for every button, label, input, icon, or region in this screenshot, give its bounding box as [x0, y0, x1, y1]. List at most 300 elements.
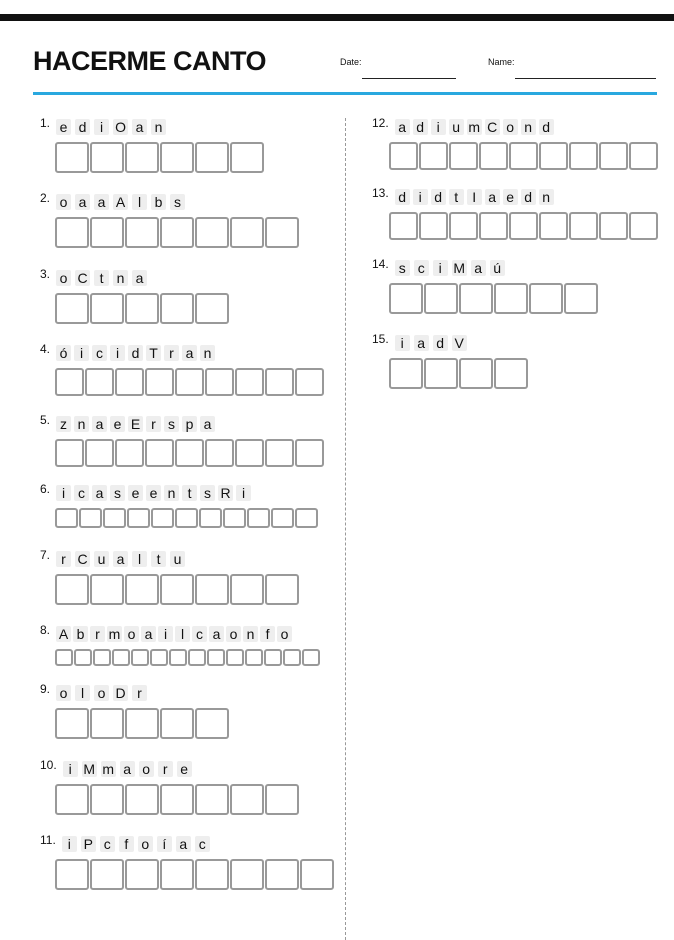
- letter-tile: i: [433, 260, 448, 276]
- question-number: 15.: [372, 332, 389, 346]
- letter-tile: s: [200, 485, 215, 501]
- letter-tile: n: [164, 485, 179, 501]
- answer-boxes: [389, 358, 529, 389]
- question-3: [40, 268, 230, 324]
- letter-tile: n: [243, 626, 258, 642]
- date-field[interactable]: [362, 78, 456, 79]
- answer-box[interactable]: [85, 439, 114, 467]
- answer-box[interactable]: [230, 859, 264, 890]
- question-header: [40, 343, 325, 363]
- question-number: 5.: [40, 413, 51, 427]
- answer-box[interactable]: [55, 293, 89, 324]
- answer-boxes: [55, 784, 300, 815]
- answer-box[interactable]: [419, 142, 448, 170]
- letter-tile: s: [110, 485, 125, 501]
- question-1: [40, 117, 265, 173]
- answer-box[interactable]: [599, 142, 628, 170]
- question-header: [40, 834, 335, 854]
- letter-tile: o: [503, 119, 518, 135]
- answer-box[interactable]: [195, 708, 229, 739]
- answer-box[interactable]: [295, 439, 324, 467]
- answer-box[interactable]: [175, 368, 204, 396]
- letter-tile: a: [485, 189, 500, 205]
- answer-box[interactable]: [160, 217, 194, 248]
- question-number: 4.: [40, 342, 51, 356]
- answer-box[interactable]: [160, 708, 194, 739]
- question-header: [40, 759, 300, 779]
- letter-tile: o: [226, 626, 241, 642]
- worksheet-title: HACERME CANTO: [33, 46, 267, 76]
- answer-box[interactable]: [419, 212, 448, 240]
- letter-tile: i: [94, 119, 109, 135]
- letter-tile: l: [175, 626, 190, 642]
- letter-tile: a: [113, 551, 128, 567]
- letter-tile: z: [56, 416, 71, 432]
- question-13: [372, 187, 659, 240]
- answer-box[interactable]: [115, 439, 144, 467]
- answer-box[interactable]: [300, 859, 334, 890]
- question-header: [40, 192, 300, 212]
- letter-tile: c: [100, 836, 115, 852]
- letter-tile: e: [56, 119, 71, 135]
- answer-box[interactable]: [235, 439, 264, 467]
- answer-box[interactable]: [235, 368, 264, 396]
- answer-box[interactable]: [265, 784, 299, 815]
- answer-box[interactable]: [424, 283, 458, 314]
- letter-tile: O: [113, 119, 128, 135]
- answer-box[interactable]: [125, 708, 159, 739]
- letter-tile: r: [90, 626, 105, 642]
- answer-box[interactable]: [479, 212, 508, 240]
- letter-tile: o: [138, 836, 153, 852]
- question-number: 8.: [40, 623, 51, 637]
- answer-box[interactable]: [569, 212, 598, 240]
- question-number: 1.: [40, 116, 51, 130]
- answer-box[interactable]: [195, 784, 229, 815]
- letter-tile: u: [94, 551, 109, 567]
- letter-tile: d: [521, 189, 536, 205]
- answer-box[interactable]: [629, 142, 658, 170]
- answer-boxes: [55, 293, 230, 324]
- answer-box[interactable]: [295, 508, 318, 528]
- letter-tile: o: [56, 685, 71, 701]
- letter-tile: c: [414, 260, 429, 276]
- letter-tile: o: [56, 270, 71, 286]
- answer-box[interactable]: [125, 574, 159, 605]
- answer-box[interactable]: [169, 649, 187, 666]
- question-number: 9.: [40, 682, 51, 696]
- column-divider: [345, 118, 346, 940]
- letter-tile: t: [151, 551, 166, 567]
- answer-box[interactable]: [230, 574, 264, 605]
- answer-box[interactable]: [424, 358, 458, 389]
- answer-box[interactable]: [160, 574, 194, 605]
- answer-box[interactable]: [125, 217, 159, 248]
- answer-box[interactable]: [195, 859, 229, 890]
- answer-box[interactable]: [205, 439, 234, 467]
- letter-tile: a: [209, 626, 224, 642]
- letter-tile: a: [92, 485, 107, 501]
- answer-box[interactable]: [265, 439, 294, 467]
- letter-tile: r: [56, 551, 71, 567]
- letter-tile: a: [92, 416, 107, 432]
- letter-tile: m: [102, 761, 115, 777]
- letter-tile: n: [521, 119, 536, 135]
- answer-box[interactable]: [599, 212, 628, 240]
- letter-tile: i: [431, 119, 446, 135]
- question-number: 2.: [40, 191, 51, 205]
- scrambled-letters: [56, 485, 254, 501]
- letter-tile: s: [395, 260, 410, 276]
- answer-box[interactable]: [55, 439, 84, 467]
- scrambled-letters: [56, 685, 151, 701]
- letter-tile: e: [146, 485, 161, 501]
- answer-box[interactable]: [205, 368, 234, 396]
- letter-tile: C: [75, 551, 90, 567]
- question-number: 6.: [40, 482, 51, 496]
- answer-box[interactable]: [160, 784, 194, 815]
- answer-box[interactable]: [93, 649, 111, 666]
- question-header: [40, 268, 230, 288]
- letter-tile: i: [158, 626, 173, 642]
- answer-boxes: [55, 649, 321, 666]
- letter-tile: ú: [490, 260, 505, 276]
- letter-tile: n: [200, 345, 215, 361]
- letter-tile: T: [146, 345, 161, 361]
- scrambled-letters: [56, 345, 218, 361]
- answer-box[interactable]: [207, 649, 225, 666]
- answer-box[interactable]: [150, 649, 168, 666]
- letter-tile: I: [467, 189, 482, 205]
- name-label: Name:: [488, 57, 515, 67]
- question-header: [372, 187, 659, 207]
- letter-tile: o: [124, 626, 139, 642]
- answer-box[interactable]: [74, 649, 92, 666]
- letter-tile: A: [56, 626, 71, 642]
- question-2: [40, 192, 300, 248]
- answer-box[interactable]: [230, 784, 264, 815]
- letter-tile: e: [503, 189, 518, 205]
- letter-tile: n: [539, 189, 554, 205]
- answer-box[interactable]: [247, 508, 270, 528]
- letter-tile: i: [63, 761, 78, 777]
- answer-box[interactable]: [389, 283, 423, 314]
- scrambled-letters: [62, 836, 214, 852]
- answer-box[interactable]: [145, 368, 174, 396]
- answer-box[interactable]: [283, 649, 301, 666]
- letter-tile: V: [452, 335, 467, 351]
- answer-box[interactable]: [125, 293, 159, 324]
- answer-box[interactable]: [85, 368, 114, 396]
- answer-box[interactable]: [195, 293, 229, 324]
- letter-tile: b: [151, 194, 166, 210]
- letter-tile: a: [182, 345, 197, 361]
- letter-tile: d: [395, 189, 410, 205]
- answer-box[interactable]: [564, 283, 598, 314]
- answer-box[interactable]: [265, 574, 299, 605]
- answer-box[interactable]: [115, 368, 144, 396]
- answer-box[interactable]: [90, 217, 124, 248]
- letter-tile: a: [414, 335, 429, 351]
- letter-tile: D: [113, 685, 128, 701]
- letter-tile: M: [83, 761, 96, 777]
- letter-tile: A: [113, 194, 128, 210]
- scrambled-letters: [56, 194, 189, 210]
- letter-tile: n: [151, 119, 166, 135]
- answer-box[interactable]: [199, 508, 222, 528]
- answer-box[interactable]: [509, 212, 538, 240]
- letter-tile: o: [94, 685, 109, 701]
- letter-tile: a: [200, 416, 215, 432]
- answer-box[interactable]: [175, 439, 204, 467]
- answer-box[interactable]: [509, 142, 538, 170]
- answer-box[interactable]: [90, 574, 124, 605]
- scrambled-letters: [56, 270, 151, 286]
- letter-tile: m: [108, 626, 121, 642]
- answer-boxes: [55, 574, 300, 605]
- answer-box[interactable]: [195, 574, 229, 605]
- letter-tile: R: [218, 485, 233, 501]
- question-12: [372, 117, 659, 170]
- answer-box[interactable]: [55, 708, 89, 739]
- answer-box[interactable]: [188, 649, 206, 666]
- scrambled-letters: [56, 416, 218, 432]
- scrambled-letters: [56, 551, 189, 567]
- answer-box[interactable]: [449, 212, 478, 240]
- letter-tile: a: [141, 626, 156, 642]
- letter-tile: r: [158, 761, 173, 777]
- answer-boxes: [55, 217, 300, 248]
- letter-tile: s: [170, 194, 185, 210]
- answer-box[interactable]: [90, 859, 124, 890]
- answer-boxes: [55, 439, 325, 467]
- letter-tile: P: [81, 836, 96, 852]
- question-header: [40, 117, 265, 137]
- letter-tile: i: [236, 485, 251, 501]
- scrambled-letters: [56, 119, 170, 135]
- question-14: [372, 258, 599, 314]
- answer-box[interactable]: [494, 358, 528, 389]
- letter-tile: a: [132, 270, 147, 286]
- scrambled-letters: [395, 119, 557, 135]
- answer-box[interactable]: [112, 649, 130, 666]
- letter-tile: d: [433, 335, 448, 351]
- question-5: [40, 414, 325, 467]
- answer-boxes: [389, 283, 599, 314]
- date-label: Date:: [340, 57, 362, 67]
- answer-boxes: [55, 142, 265, 173]
- letter-tile: e: [110, 416, 125, 432]
- letter-tile: a: [395, 119, 410, 135]
- letter-tile: t: [182, 485, 197, 501]
- question-15: [372, 333, 529, 389]
- answer-box[interactable]: [494, 283, 528, 314]
- letter-tile: i: [413, 189, 428, 205]
- answer-box[interactable]: [302, 649, 320, 666]
- answer-box[interactable]: [125, 142, 159, 173]
- answer-box[interactable]: [271, 508, 294, 528]
- answer-box[interactable]: [449, 142, 478, 170]
- letter-tile: í: [157, 836, 172, 852]
- answer-box[interactable]: [389, 358, 423, 389]
- question-9: [40, 683, 230, 739]
- scrambled-letters: [63, 761, 196, 777]
- answer-boxes: [389, 142, 659, 170]
- letter-tile: C: [75, 270, 90, 286]
- letter-tile: n: [113, 270, 128, 286]
- answer-box[interactable]: [151, 508, 174, 528]
- answer-box[interactable]: [127, 508, 150, 528]
- letter-tile: M: [453, 260, 466, 276]
- answer-box[interactable]: [175, 508, 198, 528]
- letter-tile: ó: [56, 345, 71, 361]
- question-number: 7.: [40, 548, 51, 562]
- letter-tile: d: [75, 119, 90, 135]
- letter-tile: a: [94, 194, 109, 210]
- question-number: 10.: [40, 758, 57, 772]
- letter-tile: c: [92, 345, 107, 361]
- answer-box[interactable]: [55, 784, 89, 815]
- letter-tile: p: [182, 416, 197, 432]
- answer-box[interactable]: [145, 439, 174, 467]
- answer-box[interactable]: [79, 508, 102, 528]
- answer-box[interactable]: [389, 212, 418, 240]
- letter-tile: r: [164, 345, 179, 361]
- letter-tile: r: [132, 685, 147, 701]
- answer-box[interactable]: [629, 212, 658, 240]
- answer-box[interactable]: [90, 708, 124, 739]
- answer-box[interactable]: [230, 217, 264, 248]
- answer-boxes: [55, 859, 335, 890]
- answer-box[interactable]: [265, 217, 299, 248]
- letter-tile: i: [56, 485, 71, 501]
- answer-box[interactable]: [265, 368, 294, 396]
- letter-tile: r: [146, 416, 161, 432]
- answer-box[interactable]: [160, 859, 194, 890]
- answer-box[interactable]: [223, 508, 246, 528]
- answer-box[interactable]: [529, 283, 563, 314]
- letter-tile: a: [120, 761, 135, 777]
- letter-tile: l: [75, 685, 90, 701]
- question-number: 12.: [372, 116, 389, 130]
- letter-tile: C: [485, 119, 500, 135]
- answer-box[interactable]: [90, 784, 124, 815]
- letter-tile: e: [177, 761, 192, 777]
- letter-tile: s: [164, 416, 179, 432]
- letter-tile: b: [73, 626, 88, 642]
- letter-tile: u: [170, 551, 185, 567]
- question-11: [40, 834, 335, 890]
- question-7: [40, 549, 300, 605]
- answer-box[interactable]: [160, 293, 194, 324]
- letter-tile: u: [449, 119, 464, 135]
- letter-tile: l: [132, 551, 147, 567]
- answer-box[interactable]: [569, 142, 598, 170]
- answer-box[interactable]: [55, 649, 73, 666]
- answer-box[interactable]: [226, 649, 244, 666]
- answer-box[interactable]: [195, 217, 229, 248]
- answer-box[interactable]: [160, 142, 194, 173]
- letter-tile: c: [74, 485, 89, 501]
- answer-box[interactable]: [539, 142, 568, 170]
- question-header: [372, 117, 659, 137]
- letter-tile: E: [128, 416, 143, 432]
- answer-boxes: [55, 508, 319, 528]
- letter-tile: c: [195, 836, 210, 852]
- answer-box[interactable]: [125, 784, 159, 815]
- letter-tile: n: [74, 416, 89, 432]
- answer-box[interactable]: [125, 859, 159, 890]
- answer-box[interactable]: [131, 649, 149, 666]
- answer-box[interactable]: [295, 368, 324, 396]
- answer-box[interactable]: [230, 142, 264, 173]
- question-4: [40, 343, 325, 396]
- letter-tile: o: [56, 194, 71, 210]
- letter-tile: i: [110, 345, 125, 361]
- letter-tile: i: [74, 345, 89, 361]
- answer-box[interactable]: [479, 142, 508, 170]
- letter-tile: a: [471, 260, 486, 276]
- answer-box[interactable]: [389, 142, 418, 170]
- question-number: 3.: [40, 267, 51, 281]
- letter-tile: d: [431, 189, 446, 205]
- answer-box[interactable]: [55, 574, 89, 605]
- question-header: [40, 683, 230, 703]
- letter-tile: d: [413, 119, 428, 135]
- question-header: [372, 258, 599, 278]
- answer-box[interactable]: [90, 142, 124, 173]
- letter-tile: f: [119, 836, 134, 852]
- question-8: [40, 624, 321, 666]
- question-header: [40, 624, 321, 644]
- answer-box[interactable]: [459, 358, 493, 389]
- question-10: [40, 759, 300, 815]
- letter-tile: t: [94, 270, 109, 286]
- question-header: [372, 333, 529, 353]
- answer-box[interactable]: [90, 293, 124, 324]
- answer-box[interactable]: [103, 508, 126, 528]
- answer-box[interactable]: [55, 142, 89, 173]
- answer-box[interactable]: [55, 508, 78, 528]
- answer-box[interactable]: [195, 142, 229, 173]
- letter-tile: d: [539, 119, 554, 135]
- question-number: 14.: [372, 257, 389, 271]
- scrambled-letters: [395, 335, 471, 351]
- answer-box[interactable]: [55, 217, 89, 248]
- answer-box[interactable]: [459, 283, 493, 314]
- letter-tile: d: [128, 345, 143, 361]
- question-header: [40, 549, 300, 569]
- answer-box[interactable]: [539, 212, 568, 240]
- letter-tile: l: [132, 194, 147, 210]
- top-bar: [0, 14, 674, 21]
- scrambled-letters: [395, 260, 509, 276]
- answer-box[interactable]: [55, 859, 89, 890]
- answer-box[interactable]: [245, 649, 263, 666]
- question-header: [40, 483, 319, 503]
- scrambled-letters: [56, 626, 294, 642]
- name-field[interactable]: [515, 78, 656, 79]
- letter-tile: a: [75, 194, 90, 210]
- letter-tile: i: [62, 836, 77, 852]
- answer-box[interactable]: [55, 368, 84, 396]
- letter-tile: a: [176, 836, 191, 852]
- letter-tile: i: [395, 335, 410, 351]
- answer-box[interactable]: [265, 859, 299, 890]
- letter-tile: o: [139, 761, 154, 777]
- answer-boxes: [55, 368, 325, 396]
- answer-box[interactable]: [264, 649, 282, 666]
